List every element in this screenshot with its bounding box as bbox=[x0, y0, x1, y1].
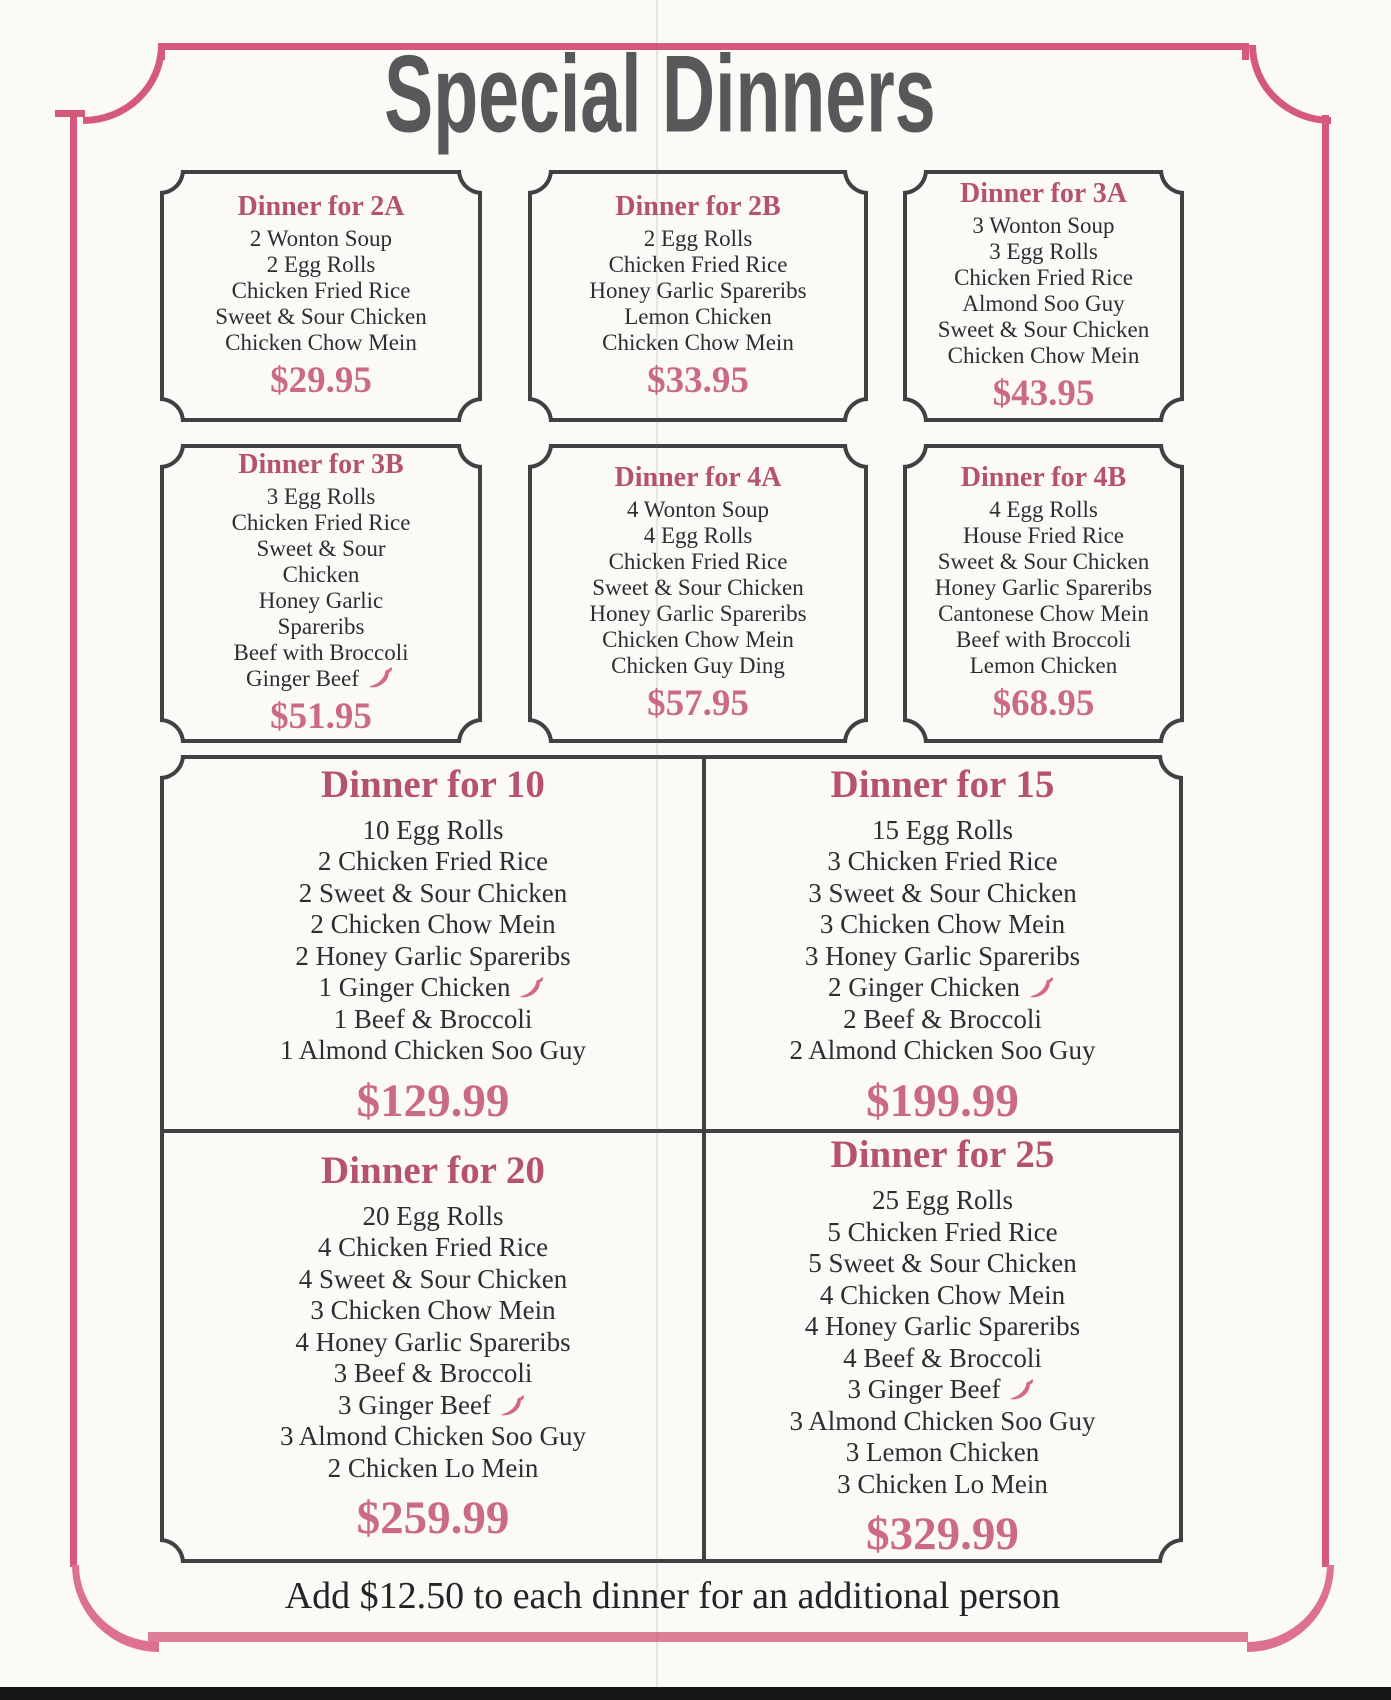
additional-person-note bbox=[160, 1574, 1185, 1618]
combo-item bbox=[624, 304, 772, 330]
combo-item-text: 4 Chicken Fried Rice bbox=[317, 1232, 549, 1263]
combo-item-text: Honey Garlic Spareribs bbox=[589, 601, 807, 626]
paper-fold-crease bbox=[656, 0, 658, 1687]
combo-item-text: Chicken Chow Mein bbox=[225, 329, 417, 355]
combo-item bbox=[938, 317, 1149, 343]
combo-title: Dinner for 2A bbox=[237, 190, 405, 222]
combo-item-text: 1 Beef & Broccoli bbox=[333, 1003, 533, 1034]
combo-item bbox=[872, 1185, 1013, 1217]
scooped-corner bbox=[1159, 718, 1184, 743]
combo-item-text: 15 Egg Rolls bbox=[871, 814, 1013, 845]
combo-title: Dinner for 25 bbox=[830, 1133, 1055, 1176]
combo-item bbox=[362, 1201, 503, 1233]
combo-item-text: Chicken Chow Mein bbox=[947, 342, 1140, 368]
scooped-corner bbox=[160, 444, 185, 469]
combo-box-dinner-for-3a bbox=[903, 170, 1184, 422]
combo-item-text: 25 Egg Rolls bbox=[871, 1185, 1013, 1215]
combo-box-dinner-for-20 bbox=[160, 1129, 706, 1563]
combo-price: $57.95 bbox=[647, 683, 749, 724]
combo-item bbox=[948, 343, 1140, 369]
scooped-corner bbox=[903, 444, 928, 469]
combo-item bbox=[328, 1453, 539, 1485]
scooped-corner bbox=[843, 444, 868, 469]
combo-item bbox=[970, 653, 1118, 679]
combo-item-text: Beef with Broccoli bbox=[955, 627, 1131, 652]
combo-item-text: Cantonese Chow Mein bbox=[938, 601, 1149, 626]
scooped-corner bbox=[457, 718, 482, 743]
combo-item-text: 2 Chicken Fried Rice bbox=[317, 846, 549, 876]
combo-item bbox=[334, 1004, 533, 1036]
combo-item-text: Honey Garlic bbox=[258, 588, 384, 613]
scooped-corner bbox=[903, 170, 928, 195]
combo-item-text: 3 Wonton Soup bbox=[972, 212, 1115, 238]
combo-item bbox=[232, 278, 411, 304]
scooped-corner bbox=[843, 718, 868, 743]
combo-item bbox=[256, 536, 385, 562]
page-title bbox=[0, 33, 1320, 156]
combo-item-text: 3 Ginger Beef bbox=[338, 1389, 491, 1420]
combo-price: $68.95 bbox=[992, 683, 1095, 724]
combo-item bbox=[338, 1390, 528, 1422]
combo-item bbox=[872, 815, 1013, 847]
combo-item bbox=[848, 1374, 1038, 1406]
combo-item bbox=[808, 1248, 1076, 1280]
combo-price: $329.99 bbox=[866, 1508, 1019, 1560]
scooped-corner bbox=[903, 718, 928, 743]
combo-item-text: 3 Egg Rolls bbox=[266, 484, 376, 509]
combo-item-text: Honey Garlic Spareribs bbox=[934, 575, 1153, 600]
pink-frame-bottom-border bbox=[148, 1632, 1248, 1642]
combo-item-text: Chicken Fried Rice bbox=[954, 264, 1133, 290]
combo-box-dinner-for-2a bbox=[160, 170, 482, 422]
scanner-edge-strip bbox=[0, 1687, 1391, 1700]
scooped-corner bbox=[160, 170, 185, 195]
combo-item-text: Ginger Beef bbox=[245, 666, 360, 691]
combo-item-text: 4 Honey Garlic Spareribs bbox=[295, 1326, 571, 1357]
combo-price: $259.99 bbox=[356, 1492, 510, 1545]
combo-item bbox=[644, 226, 753, 252]
pink-frame-corner-bottom-right bbox=[1247, 1565, 1334, 1652]
scooped-corner bbox=[1158, 755, 1183, 780]
chili-pepper-icon bbox=[1026, 977, 1059, 1001]
combo-item bbox=[278, 614, 365, 640]
combo-item-text: Chicken bbox=[282, 562, 360, 587]
combo-item-text: Chicken Fried Rice bbox=[231, 277, 411, 303]
combo-item bbox=[972, 213, 1114, 239]
combo-item-text: 5 Sweet & Sour Chicken bbox=[808, 1248, 1077, 1278]
combo-price: $29.95 bbox=[270, 359, 372, 401]
combo-item-text: House Fried Rice bbox=[963, 523, 1124, 548]
combo-item-text: 1 Almond Chicken Soo Guy bbox=[279, 1035, 586, 1065]
combo-item-text: 2 Chicken Lo Mein bbox=[327, 1452, 539, 1483]
combo-item-text: 3 Chicken Fried Rice bbox=[827, 846, 1058, 876]
combo-title: Dinner for 3A bbox=[960, 177, 1127, 209]
combo-item bbox=[225, 330, 417, 356]
pink-frame-corner-bottom-left bbox=[72, 1565, 159, 1652]
combo-item bbox=[362, 815, 503, 847]
chili-pepper-icon bbox=[1006, 1379, 1039, 1403]
combo-item-text: Sweet & Sour bbox=[256, 536, 386, 561]
scooped-corner bbox=[457, 170, 482, 195]
combo-item-text: 2 Ginger Chicken bbox=[828, 972, 1020, 1002]
scooped-corner bbox=[843, 170, 868, 195]
combo-item-text: 2 Beef & Broccoli bbox=[843, 1003, 1042, 1034]
scooped-corner bbox=[160, 1538, 185, 1563]
combo-item-text: 3 Egg Rolls bbox=[989, 238, 1098, 264]
combo-item-text: 3 Almond Chicken Soo Guy bbox=[279, 1421, 586, 1452]
combo-item bbox=[611, 653, 785, 679]
combo-box-dinner-for-25 bbox=[702, 1129, 1183, 1563]
combo-item-text: 3 Lemon Chicken bbox=[845, 1437, 1040, 1467]
combo-item bbox=[956, 627, 1131, 653]
combo-item-text: 2 Egg Rolls bbox=[266, 251, 376, 277]
combo-item bbox=[602, 330, 794, 356]
combo-item bbox=[310, 1295, 555, 1327]
additional-person-note-text: Add $12.50 to each dinner for an additional person bbox=[284, 1575, 1061, 1617]
combo-item-text: Almond Soo Guy bbox=[962, 290, 1125, 316]
chili-pepper-icon bbox=[516, 977, 549, 1001]
combo-box-dinner-for-3b bbox=[160, 444, 482, 743]
pink-frame-right-border bbox=[1322, 115, 1329, 1567]
combo-item bbox=[989, 497, 1098, 523]
combo-item-text: 4 Egg Rolls bbox=[989, 497, 1098, 522]
combo-item-text: Sweet & Sour Chicken bbox=[215, 303, 427, 329]
combo-item-text: Chicken Chow Mein bbox=[602, 627, 794, 652]
combo-item-text: Lemon Chicken bbox=[624, 303, 772, 329]
combo-item-text: Spareribs bbox=[277, 614, 365, 639]
combo-item bbox=[319, 972, 548, 1004]
combo-item bbox=[954, 265, 1133, 291]
combo-item-text: Chicken Guy Ding bbox=[611, 653, 785, 678]
scooped-corner bbox=[528, 718, 553, 743]
combo-item-text: Honey Garlic Spareribs bbox=[589, 277, 807, 303]
combo-item-text: 3 Chicken Chow Mein bbox=[310, 1295, 556, 1326]
combo-item-text: Sweet & Sour Chicken bbox=[937, 549, 1150, 574]
combo-item-text: 3 Ginger Beef bbox=[847, 1374, 1001, 1404]
combo-item-text: Chicken Chow Mein bbox=[602, 329, 794, 355]
combo-item bbox=[935, 575, 1152, 601]
combo-item-text: 4 Sweet & Sour Chicken bbox=[298, 1263, 568, 1294]
combo-title: Dinner for 4A bbox=[614, 462, 782, 493]
combo-box-dinner-for-2b bbox=[528, 170, 868, 422]
combo-item bbox=[820, 909, 1065, 941]
combo-item-text: 2 Almond Chicken Soo Guy bbox=[789, 1035, 1096, 1065]
combo-item-text: 3 Honey Garlic Spareribs bbox=[804, 940, 1081, 971]
combo-item bbox=[827, 1217, 1057, 1249]
combo-title: Dinner for 4B bbox=[960, 462, 1127, 493]
combo-item-text: 2 Egg Rolls bbox=[643, 225, 753, 251]
combo-item-text: 1 Ginger Chicken bbox=[318, 972, 511, 1002]
combo-item-text: Lemon Chicken bbox=[969, 653, 1118, 678]
combo-item bbox=[250, 226, 392, 252]
combo-item bbox=[589, 601, 806, 627]
combo-item bbox=[215, 304, 426, 330]
scooped-corner bbox=[1158, 1538, 1183, 1563]
scooped-corner bbox=[528, 170, 553, 195]
combo-item bbox=[259, 588, 384, 614]
combo-item-text: Sweet & Sour Chicken bbox=[937, 316, 1150, 342]
combo-item bbox=[267, 484, 376, 510]
combo-item bbox=[938, 549, 1149, 575]
combo-item-text: 4 Wonton Soup bbox=[626, 497, 770, 522]
combo-title: Dinner for 15 bbox=[830, 762, 1055, 806]
combo-item-text: Beef with Broccoli bbox=[233, 640, 409, 665]
combo-item-text: 2 Wonton Soup bbox=[249, 225, 393, 251]
combo-item bbox=[789, 1406, 1095, 1438]
scooped-corner bbox=[1159, 444, 1184, 469]
combo-item bbox=[843, 1343, 1042, 1375]
scooped-corner bbox=[160, 755, 185, 780]
combo-item-text: 4 Egg Rolls bbox=[643, 523, 753, 548]
combo-item-text: 2 Chicken Chow Mein bbox=[310, 909, 556, 939]
scooped-corner bbox=[528, 444, 553, 469]
combo-item bbox=[267, 252, 376, 278]
page-title-text: Special Dinners bbox=[384, 33, 936, 156]
combo-item bbox=[808, 878, 1076, 910]
combo-item bbox=[837, 1469, 1048, 1501]
combo-item bbox=[820, 1280, 1065, 1312]
combo-item bbox=[644, 523, 753, 549]
combo-item bbox=[609, 549, 788, 575]
combo-item bbox=[589, 278, 806, 304]
combo-item bbox=[938, 601, 1149, 627]
combo-title: Dinner for 2B bbox=[615, 190, 781, 222]
combo-item bbox=[318, 1232, 548, 1264]
scooped-corner bbox=[457, 397, 482, 422]
combo-item bbox=[843, 1004, 1042, 1036]
combo-item bbox=[299, 878, 567, 910]
combo-item bbox=[627, 497, 769, 523]
combo-price: $51.95 bbox=[270, 696, 372, 737]
combo-price: $43.95 bbox=[992, 372, 1095, 414]
chili-pepper-icon bbox=[365, 667, 398, 691]
combo-item-text: 3 Beef & Broccoli bbox=[333, 1358, 533, 1389]
combo-item bbox=[283, 562, 360, 588]
scooped-corner bbox=[160, 397, 185, 422]
scooped-corner bbox=[843, 397, 868, 422]
combo-item bbox=[280, 1035, 586, 1067]
combo-item bbox=[295, 1327, 570, 1359]
combo-item bbox=[318, 846, 548, 878]
combo-item bbox=[828, 972, 1057, 1004]
pink-frame-left-border bbox=[70, 112, 77, 1567]
combo-item bbox=[280, 1421, 586, 1453]
combo-item-text: 2 Honey Garlic Spareribs bbox=[295, 940, 571, 971]
combo-box-dinner-for-4b bbox=[903, 444, 1184, 743]
combo-item-text: 4 Chicken Chow Mein bbox=[819, 1279, 1066, 1310]
scooped-corner bbox=[160, 718, 185, 743]
combo-item bbox=[827, 846, 1057, 878]
combo-item-text: Chicken Fried Rice bbox=[608, 251, 788, 277]
combo-item bbox=[246, 666, 396, 692]
combo-item bbox=[963, 523, 1124, 549]
combo-item bbox=[592, 575, 803, 601]
combo-title: Dinner for 3B bbox=[238, 449, 404, 480]
combo-title: Dinner for 20 bbox=[321, 1148, 545, 1192]
combo-item bbox=[805, 1311, 1080, 1343]
combo-item bbox=[602, 627, 794, 653]
combo-item bbox=[789, 1035, 1095, 1067]
combo-item-text: 3 Chicken Lo Mein bbox=[837, 1468, 1048, 1499]
combo-item bbox=[334, 1358, 533, 1390]
combo-item bbox=[295, 941, 570, 973]
combo-item bbox=[310, 909, 555, 941]
combo-box-dinner-for-4a bbox=[528, 444, 868, 743]
combo-item bbox=[962, 291, 1124, 317]
combo-item bbox=[233, 640, 408, 666]
scooped-corner bbox=[457, 444, 482, 469]
scooped-corner bbox=[1159, 397, 1184, 422]
combo-item bbox=[299, 1264, 567, 1296]
scooped-corner bbox=[528, 397, 553, 422]
combo-box-dinner-for-10 bbox=[160, 755, 706, 1133]
combo-item-text: 20 Egg Rolls bbox=[362, 1200, 504, 1231]
combo-item bbox=[232, 510, 411, 536]
combo-item bbox=[805, 941, 1080, 973]
chili-pepper-icon bbox=[497, 1394, 530, 1418]
combo-item-text: 4 Honey Garlic Spareribs bbox=[804, 1311, 1081, 1341]
combo-item bbox=[989, 239, 1098, 265]
combo-item-text: 4 Beef & Broccoli bbox=[843, 1342, 1042, 1373]
combo-item-text: 3 Almond Chicken Soo Guy bbox=[789, 1405, 1096, 1436]
scooped-corner bbox=[1159, 170, 1184, 195]
combo-item-text: 2 Sweet & Sour Chicken bbox=[298, 877, 568, 908]
combo-item-text: 5 Chicken Fried Rice bbox=[827, 1216, 1058, 1247]
combo-item-text: 3 Chicken Chow Mein bbox=[819, 909, 1066, 939]
combo-item-text: 3 Sweet & Sour Chicken bbox=[808, 877, 1077, 908]
combo-item bbox=[609, 252, 788, 278]
combo-price: $33.95 bbox=[647, 359, 749, 401]
scooped-corner bbox=[903, 397, 928, 422]
combo-item-text: Sweet & Sour Chicken bbox=[592, 575, 804, 600]
combo-price: $199.99 bbox=[866, 1074, 1019, 1127]
combo-box-dinner-for-15 bbox=[702, 755, 1183, 1133]
combo-price: $129.99 bbox=[356, 1074, 510, 1127]
combo-item-text: Chicken Fried Rice bbox=[608, 549, 788, 574]
combo-title: Dinner for 10 bbox=[321, 762, 545, 806]
combo-item-text: 10 Egg Rolls bbox=[362, 814, 504, 845]
combo-item-text: Chicken Fried Rice bbox=[231, 510, 411, 535]
combo-item bbox=[846, 1437, 1039, 1469]
